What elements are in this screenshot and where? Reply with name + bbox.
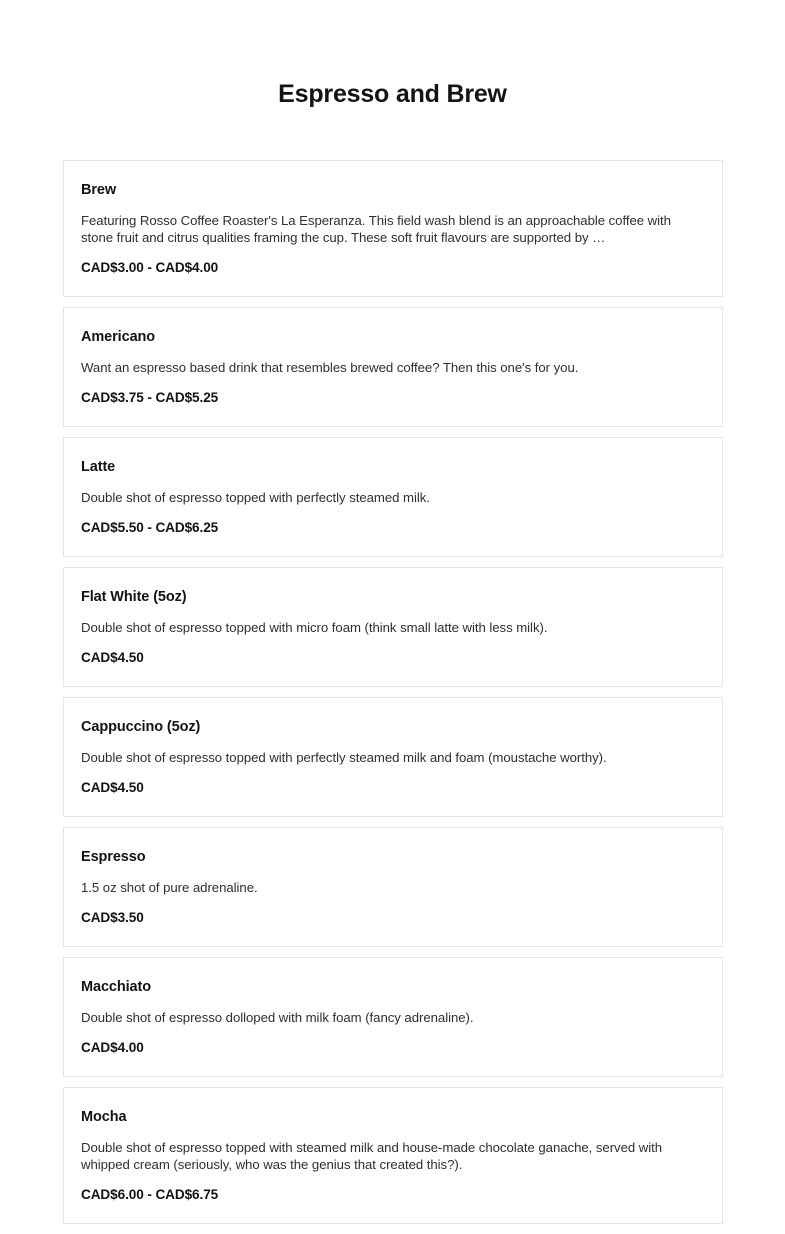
menu-item-name: Americano — [81, 329, 156, 345]
menu-item-price: CAD$4.00 — [81, 1040, 144, 1055]
menu-item-description: Double shot of espresso topped with perfectly steamed milk. — [81, 490, 430, 505]
menu-item-description: Want an espresso based drink that resembles brewed coffee? Then this one's for you. — [81, 360, 579, 375]
menu-item-name: Espresso — [81, 849, 146, 865]
menu-item-price: CAD$5.50 - CAD$6.25 — [81, 520, 219, 535]
menu-item-price: CAD$4.50 — [81, 650, 144, 665]
menu-item-price: CAD$4.50 — [81, 780, 144, 795]
menu-item-list — [63, 160, 723, 1224]
menu-item-card[interactable] — [63, 307, 723, 427]
menu-item-card[interactable] — [63, 567, 723, 687]
menu-item-card[interactable] — [63, 697, 723, 817]
menu-item-card[interactable] — [63, 437, 723, 557]
menu-item-price: CAD$3.00 - CAD$4.00 — [81, 260, 219, 275]
menu-item-name: Cappuccino (5oz) — [81, 719, 201, 735]
menu-item-card[interactable] — [63, 827, 723, 947]
menu-item-description: Double shot of espresso dolloped with milk foam (fancy adrenaline). — [81, 1010, 474, 1025]
menu-item-card[interactable] — [63, 1087, 723, 1224]
menu-item-description: 1.5 oz shot of pure adrenaline. — [81, 880, 258, 895]
menu-item-price: CAD$3.75 - CAD$5.25 — [81, 390, 219, 405]
page-title: Espresso and Brew — [278, 80, 507, 108]
menu-item-description: Featuring Rosso Coffee Roaster's La Esperanza. This field wash blend is an approachable coffee with stone fruit and citrus qualities framing the cup. These soft fruit flavours are supported by … — [81, 213, 671, 245]
menu-item-name: Macchiato — [81, 979, 152, 995]
menu-item-name: Mocha — [81, 1109, 127, 1125]
menu-item-price: CAD$6.00 - CAD$6.75 — [81, 1187, 219, 1202]
menu-item-name: Flat White (5oz) — [81, 589, 187, 605]
menu-item-description: Double shot of espresso topped with perfectly steamed milk and foam (moustache worthy). — [81, 750, 607, 765]
menu-item-description: Double shot of espresso topped with micro foam (think small latte with less milk). — [81, 620, 548, 635]
menu-item-price: CAD$3.50 — [81, 910, 144, 925]
menu-item-description: Double shot of espresso topped with steamed milk and house-made chocolate ganache, served with whipped cream (seriously, who was the genius that created this?). — [81, 1140, 663, 1172]
menu-item-name: Latte — [81, 459, 116, 475]
menu-item-card[interactable] — [63, 160, 723, 297]
menu-item-name: Brew — [81, 182, 117, 198]
menu-item-card[interactable] — [63, 957, 723, 1077]
